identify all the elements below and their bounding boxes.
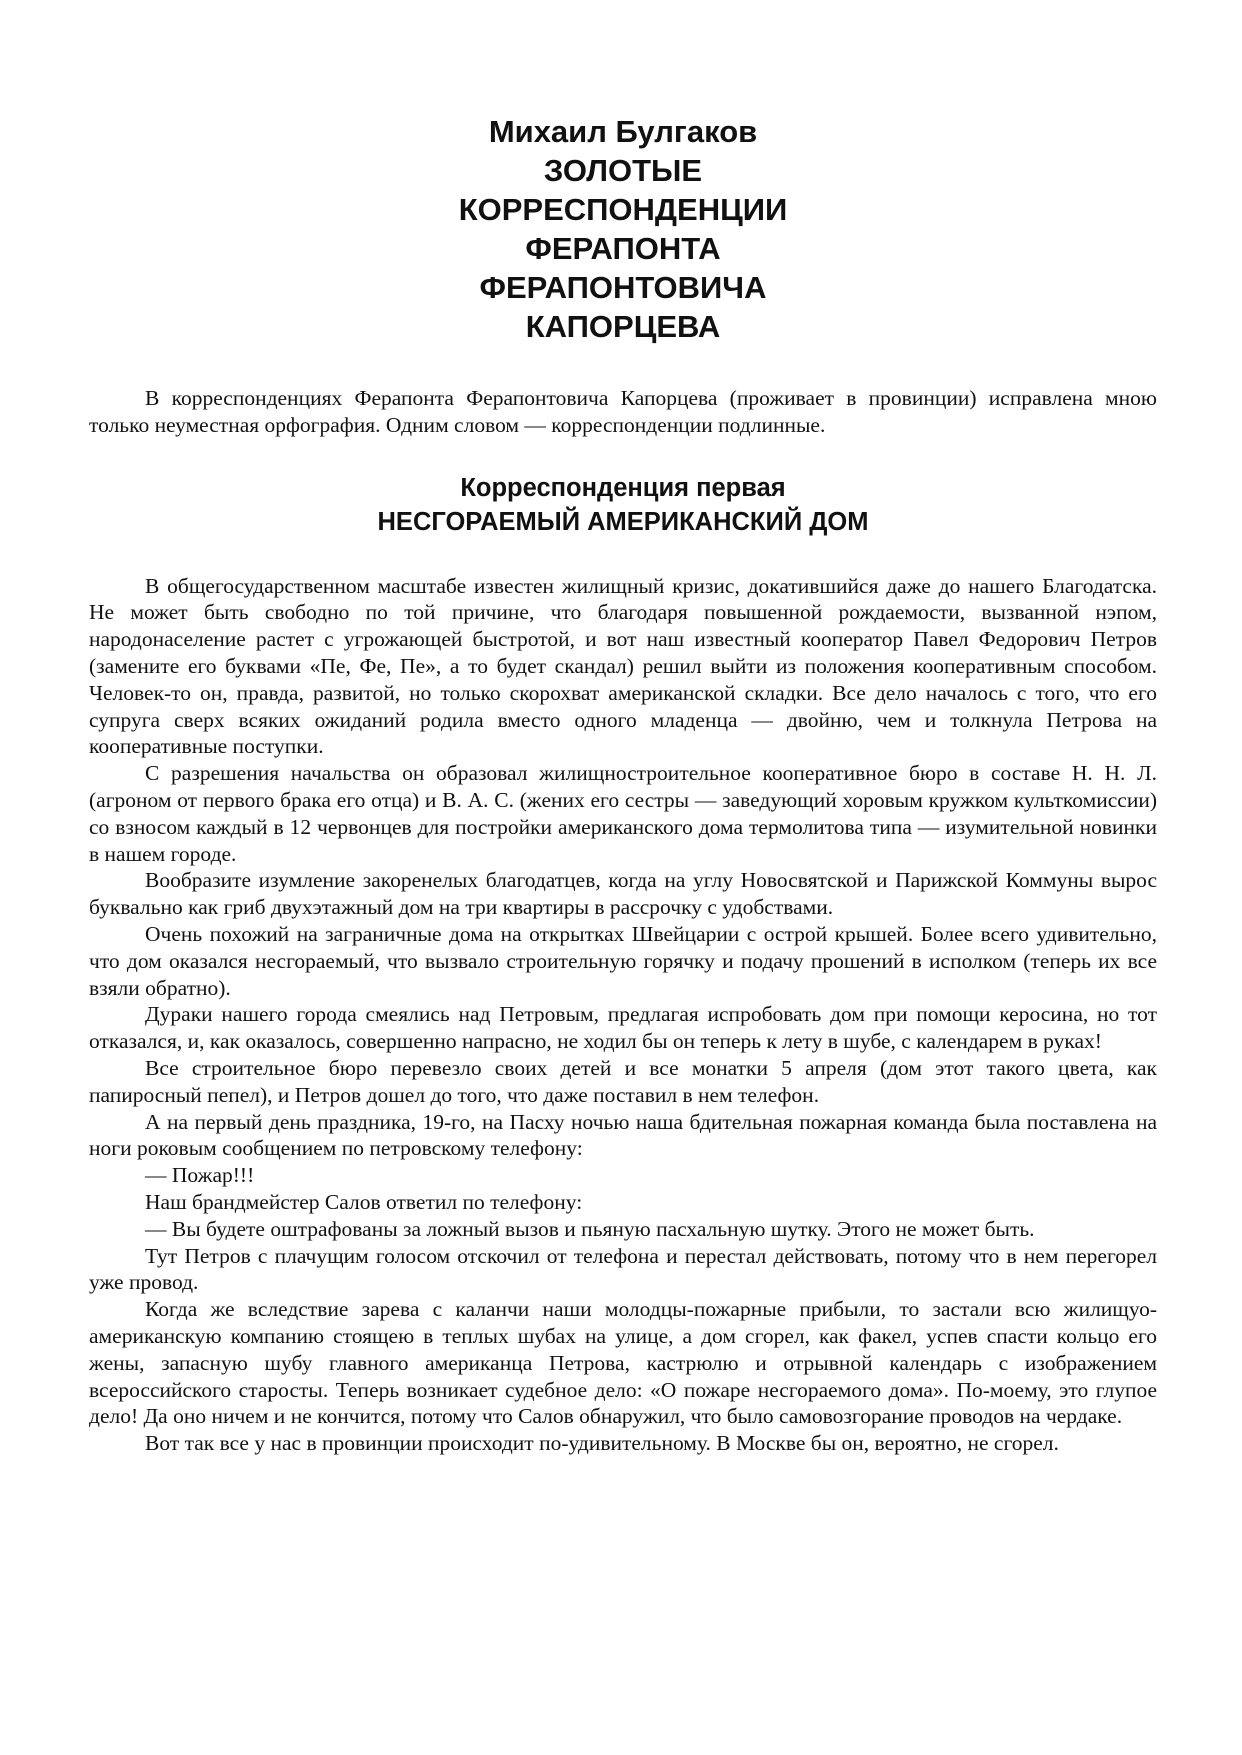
paragraph: Когда же вследствие зарева с каланчи наши молодцы-пожарные прибыли, то застали всю жилищуо-американскую компанию стоящею в теплых шубах на улице, а дом сгорел, как факел, успев спасти кольцо его жены, запасную шубу главного американца Петрова, кастрюлю и отрывной календарь с изображением всероссийского старосты. Теперь возникает судебное дело: «О пожаре несгораемого дома». По-моему, это глупое дело! Да оно ничем и не кончится, потому что Салов обнаружил, что было самовозгорание проводов на чердаке. xyxy=(89,1297,1157,1429)
section-body xyxy=(89,573,1157,1457)
title-line-1: ЗОЛОТЫЕ xyxy=(543,153,703,188)
document-page xyxy=(89,112,1157,1457)
paragraph: Вот так все у нас в провинции происходит по-удивительному. В Москве бы он, вероятно, не сгорел. xyxy=(145,1431,1059,1456)
author-name: Михаил Булгаков xyxy=(488,114,758,149)
section-heading xyxy=(89,471,1157,539)
paragraph: В общегосударственном масштабе известен жилищный кризис, докатившийся даже до нашего Благодатска. Не может быть свободно по той причине, что благодаря повышенной рождаемости, вызванной нэпом, народонаселение растет с угрожающей быстротой, и вот наш известный кооператор Павел Федорович Петров (замените его буквами «Пе, Фе, Пе», а то будет скандал) решил выйти из положения кооперативным способом. Человек-то он, правда, развитой, но только скорохват американской складки. Все дело началось с того, что его супруга сверх всяких ожиданий родила вместо одного младенца — двойню, чем и толкнула Петрова на кооперативные поступки. xyxy=(89,573,1157,759)
title-line-2: КОРРЕСПОНДЕНЦИИ xyxy=(458,192,788,227)
dialogue-line: — Вы будете оштрафованы за ложный вызов и пьяную пасхальную шутку. Этого не может быть. xyxy=(145,1216,1035,1241)
paragraph: А на первый день праздника, 19-го, на Пасху ночью наша бдительная пожарная команда была поставлена на ноги роковым сообщением по петровскому телефону: xyxy=(89,1109,1157,1161)
title-line-4: ФЕРАПОНТОВИЧА xyxy=(479,270,767,305)
title-line-3: ФЕРАПОНТА xyxy=(525,231,721,266)
paragraph: Дураки нашего города смеялись над Петровым, предлагая испробовать дом при помощи керосина, но тот отказался, и, как оказалось, совершенно напрасно, не ходил бы он теперь к лету в шубе, с календарем в руках! xyxy=(89,1002,1157,1054)
paragraph: Тут Петров с плачущим голосом отскочил от телефона и перестал действовать, потому что в нем перегорел уже провод. xyxy=(89,1243,1157,1295)
paragraph: Очень похожий на заграничные дома на открытках Швейцарии с острой крышей. Более всего удивительно, что дом оказался несгораемый, что вызвало строительную горячку и подачу прошений в исполком (теперь их все взяли обратно). xyxy=(89,921,1157,1000)
dialogue-line: — Пожар!!! xyxy=(145,1163,255,1188)
section-subtitle: Корреспонденция первая xyxy=(460,473,786,502)
title-line-5: КАПОРЦЕВА xyxy=(525,309,721,344)
paragraph: С разрешения начальства он образовал жилищностроительное кооперативное бюро в составе Н. Н. Л. (агроном от первого брака его отца) и В. А. С. (жених его сестры — заведующий хоровым кружком культкомиссии) со взносом каждый в 12 червонцев для постройки американского дома термолитова типа — изумительной новинки в нашем городе. xyxy=(89,761,1157,866)
document-title xyxy=(89,112,1157,346)
section-title: НЕСГОРАЕМЫЙ АМЕРИКАНСКИЙ ДОМ xyxy=(377,507,869,536)
paragraph: Вообразите изумление закоренелых благодатцев, когда на углу Новосвятской и Парижской Коммуны вырос буквально как гриб двухэтажный дом на три квартиры в рассрочку с удобствами. xyxy=(89,868,1157,920)
paragraph: Наш брандмейстер Салов ответил по телефону: xyxy=(145,1189,583,1214)
paragraph: Все строительное бюро перевезло своих детей и все монатки 5 апреля (дом этот такого цвета, как папиросный пепел), и Петров дошел до того, что даже поставил в нем телефон. xyxy=(89,1055,1157,1107)
intro-paragraph: В корреспонденциях Ферапонта Ферапонтовича Капорцева (проживает в провинции) исправлена мною только неуместная орфография. Одним словом — корреспонденции подлинные. xyxy=(89,386,1157,437)
